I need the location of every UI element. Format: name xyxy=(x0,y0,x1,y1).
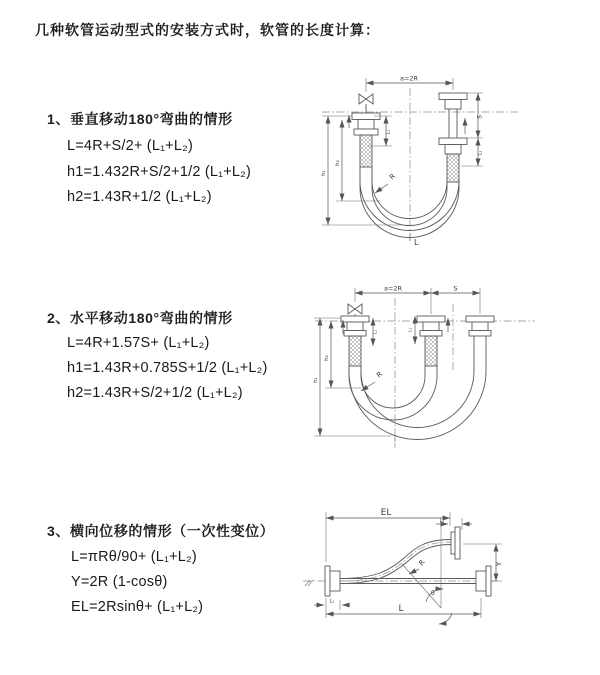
right-flange xyxy=(476,566,491,596)
dim-label-l1: L₁ xyxy=(385,129,392,135)
dim-label-l1: L₁ xyxy=(439,518,445,524)
radius-label: R xyxy=(375,370,385,380)
formula-line: EL=2Rsinθ+ (L₁+L₂) xyxy=(71,599,204,615)
formula-line: L=πRθ/90+ (L₁+L₂) xyxy=(71,549,197,565)
section-heading: 1、垂直移动180°弯曲的情形 xyxy=(47,111,233,127)
u-bend-arcs xyxy=(360,167,459,238)
dim-label-el: EL xyxy=(380,508,392,518)
dim-label-l1: L₁ xyxy=(373,329,379,335)
left-flange xyxy=(325,566,340,596)
dim-label-l: L xyxy=(414,238,419,247)
formula-line: L=4R+S/2+ (L₁+L₂) xyxy=(67,138,193,154)
dim-label-y: Y xyxy=(495,561,503,567)
valve-icon xyxy=(359,94,373,113)
right-pipe-flange xyxy=(439,93,467,154)
dim-label-h1: h₁ xyxy=(313,377,319,383)
dim-label-s: S xyxy=(476,115,484,119)
dim-label-a2r: a=2R xyxy=(399,74,419,83)
dim-label-l: L xyxy=(398,604,404,614)
u-bend-arcs xyxy=(349,336,486,440)
section-heading: 3、横向位移的情形（一次性变位） xyxy=(47,523,275,539)
formula-line: h1=1.43R+0.785S+1/2 (L₁+L₂) xyxy=(67,360,268,376)
angle-label: θ xyxy=(431,590,435,597)
valve-icon xyxy=(348,304,362,316)
braided-hose-left xyxy=(360,135,372,167)
section-heading: 2、水平移动180°弯曲的情形 xyxy=(47,310,233,326)
diagram-vertical-180-drawing xyxy=(308,66,548,261)
upper-flange xyxy=(451,527,460,559)
s-curve-hose xyxy=(340,540,451,584)
page-title: 几种软管运动型式的安装方式时，软管的长度计算： xyxy=(35,22,380,38)
braided-hose-right xyxy=(447,154,459,182)
dim-label-l1: L₁ xyxy=(329,598,335,605)
formula-line: h2=1.43R+1/2 (L₁+L₂) xyxy=(67,189,212,205)
dim-label-l1: L₁ xyxy=(477,150,484,156)
dim-label-h1: h₁ xyxy=(321,170,327,176)
formula-line: h1=1.432R+S/2+1/2 (L₁+L₂) xyxy=(67,164,252,180)
formula-line: L=4R+1.57S+ (L₁+L₂) xyxy=(67,335,210,351)
diagram-horizontal-180-drawing xyxy=(303,276,563,476)
pipe-flanges xyxy=(341,316,494,336)
left-pipe-flange xyxy=(352,113,380,135)
dim-label-h2: h₂ xyxy=(335,160,341,166)
formula-line: h2=1.43R+S/2+1/2 (L₁+L₂) xyxy=(67,385,243,401)
diagram-lateral-displacement-drawing xyxy=(298,496,598,671)
radius-label: R xyxy=(388,172,398,182)
dim-label-a2r: a=2R xyxy=(383,284,403,293)
dim-label-h2: h₂ xyxy=(324,355,330,361)
radius-label: R xyxy=(417,558,427,568)
dim-label-l1: L₁ xyxy=(408,327,414,333)
formula-line: Y=2R (1-cosθ) xyxy=(71,574,168,590)
dim-label-s: S xyxy=(453,284,458,293)
braided-hose-middle xyxy=(425,336,437,366)
braided-hose-left xyxy=(349,336,361,366)
